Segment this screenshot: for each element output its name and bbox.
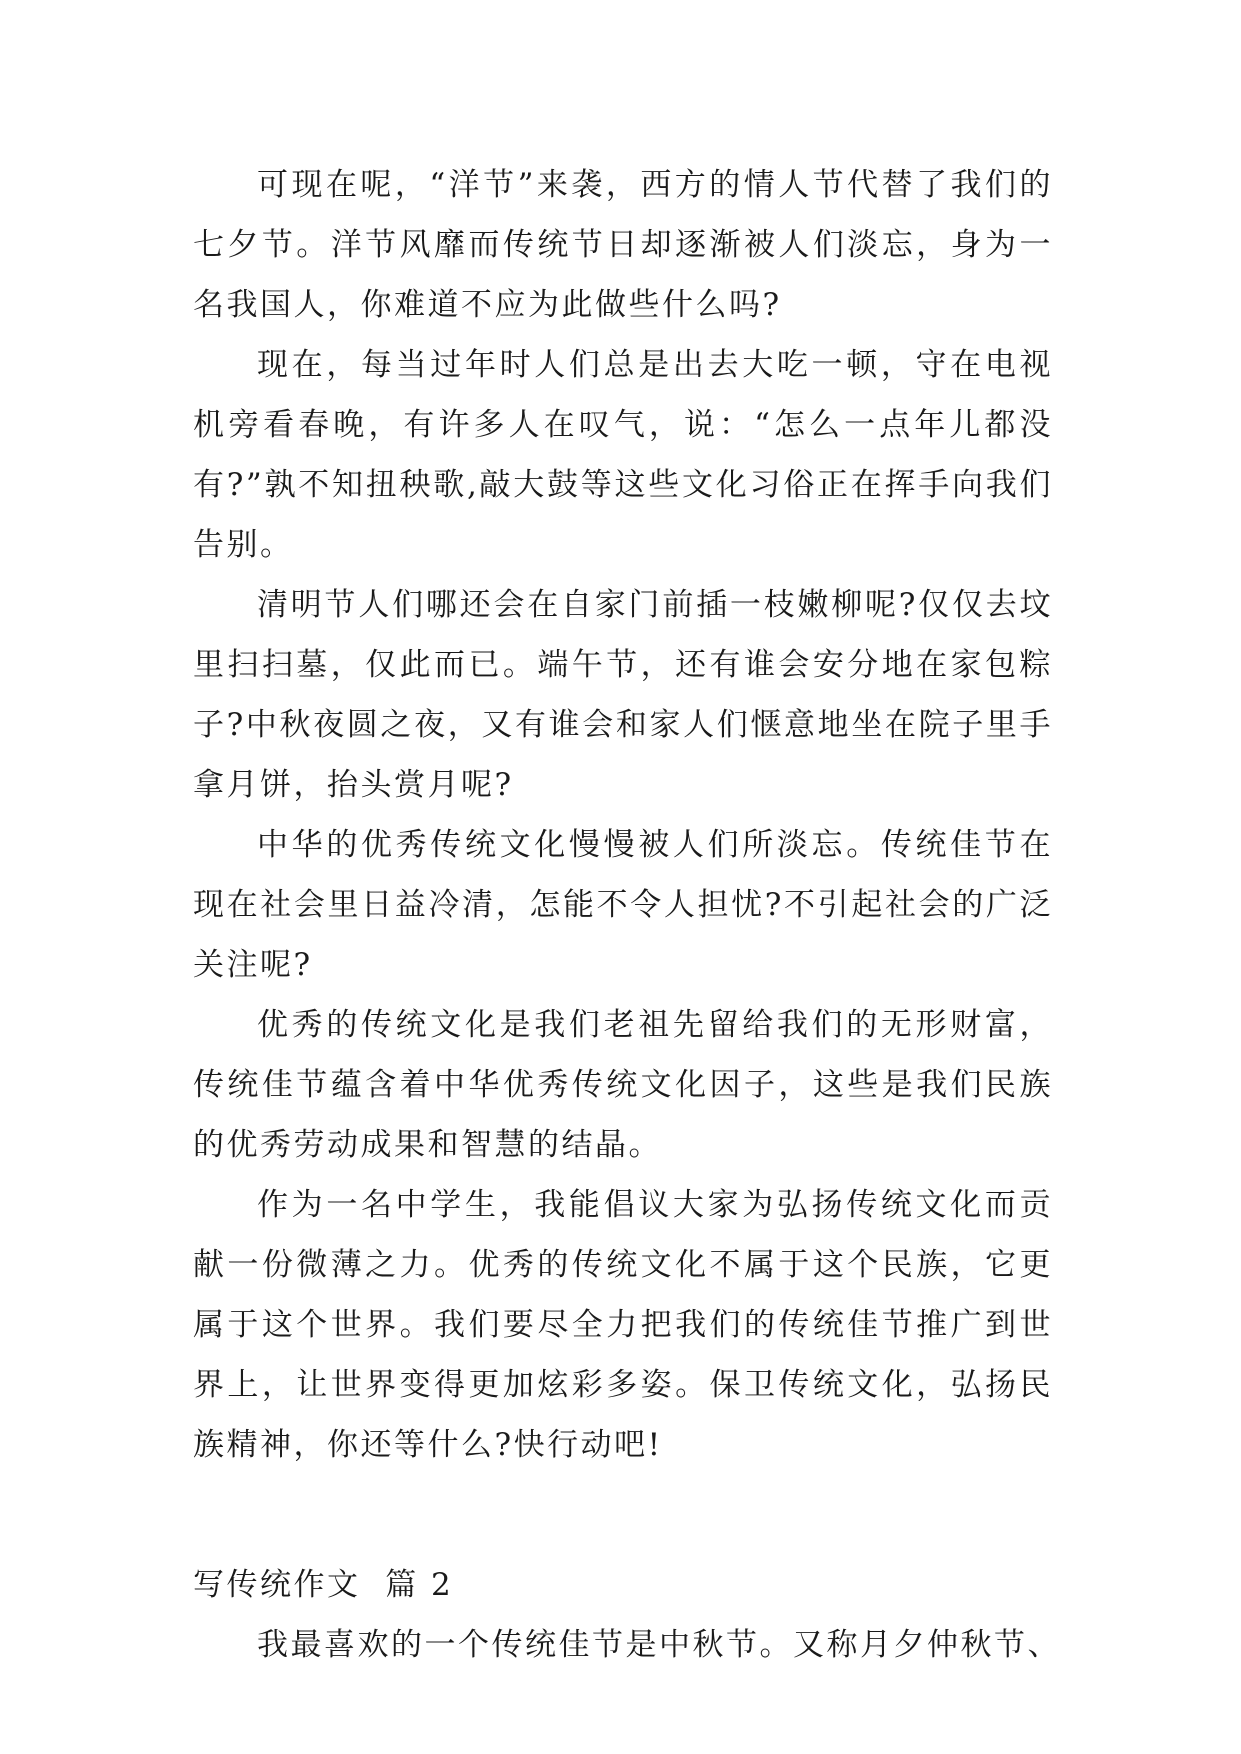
paragraph-4: 中华的优秀传统文化慢慢被人们所淡忘。传统佳节在现在社会里日益冷清，怎能不令人担忧?不引起社会的广泛关注呢? — [193, 827, 1053, 983]
paragraph-1: 可现在呢，“洋节”来袭，西方的情人节代替了我们的七夕节。洋节风靡而传统节日却逐渐被人们淡忘，身为一名我国人，你难道不应为此做些什么吗? — [193, 167, 1053, 323]
paragraph-5: 优秀的传统文化是我们老祖先留给我们的无形财富，传统佳节蕴含着中华优秀传统文化因子，这些是我们民族的优秀劳动成果和智慧的结晶。 — [193, 1007, 1053, 1163]
section-heading: 写传统作文 篇 2 — [193, 1567, 454, 1603]
paragraph-3: 清明节人们哪还会在自家门前插一枝嫩柳呢?仅仅去坟里扫扫墓，仅此而已。端午节，还有谁会安分地在家包粽子?中秋夜圆之夜，又有谁会和家人们惬意地坐在院子里手拿月饼，抬头赏月呢? — [193, 587, 1053, 803]
paragraph-2: 现在，每当过年时人们总是出去大吃一顿，守在电视机旁看春晚，有许多人在叹气，说：“怎么一点年儿都没有?”孰不知扭秧歌,敲大鼓等这些文化习俗正在挥手向我们告别。 — [193, 347, 1053, 563]
paragraph-6: 作为一名中学生，我能倡议大家为弘扬传统文化而贡献一份微薄之力。优秀的传统文化不属于这个民族，它更属于这个世界。我们要尽全力把我们的传统佳节推广到世界上，让世界变得更加炫彩多姿。保卫传统文化，弘扬民族精神，你还等什么?快行动吧! — [193, 1187, 1053, 1463]
document-body — [193, 155, 1061, 1675]
section-first-paragraph: 我最喜欢的一个传统佳节是中秋节。又称月夕仲秋节、 — [257, 1627, 1061, 1663]
